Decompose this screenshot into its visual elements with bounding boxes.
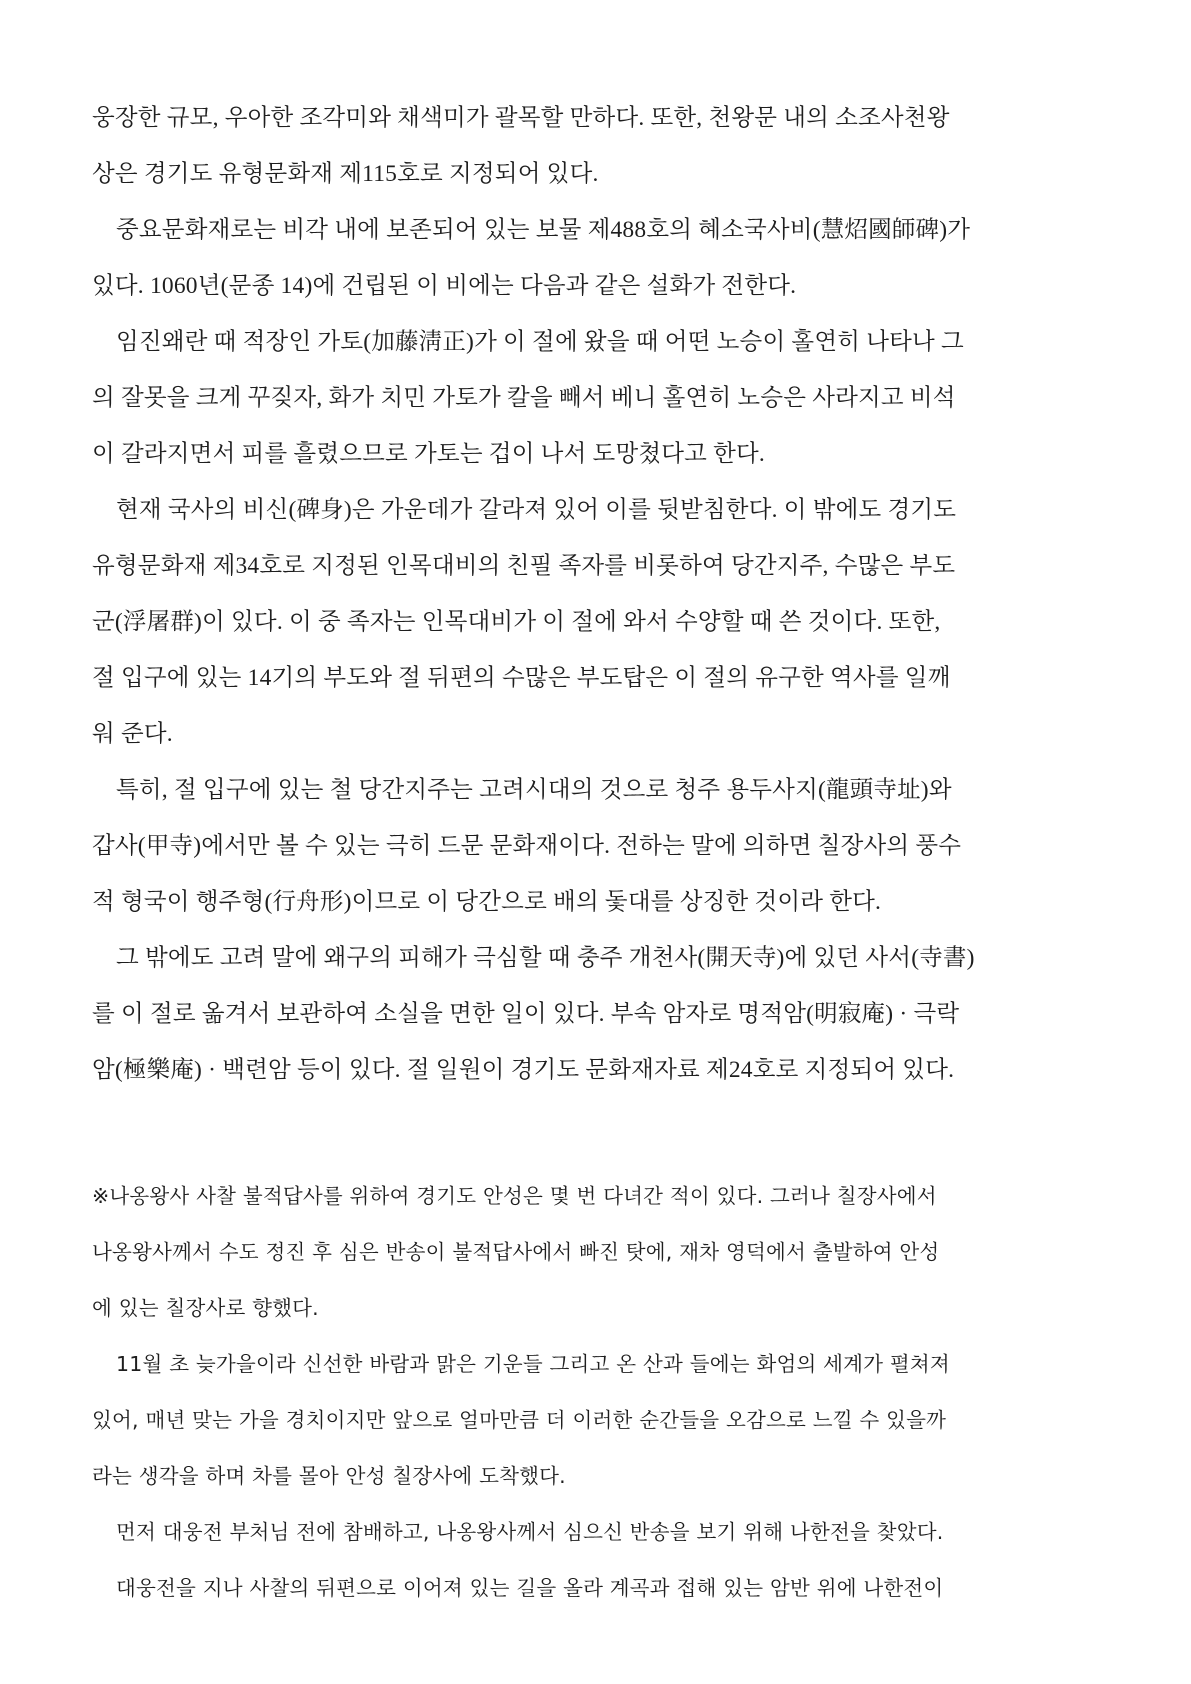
text-line: 에 있는 칠장사로 향했다. [92, 1296, 319, 1320]
text-line: 나옹왕사께서 수도 정진 후 심은 반송이 불적답사에서 빠진 탓에, 재차 영덕에서 출발하여 안성 [92, 1240, 940, 1264]
text-line: 절 입구에 있는 14기의 부도와 절 뒤편의 수많은 부도탑은 이 절의 유구한 역사를 일깨 [92, 665, 951, 691]
paragraph [92, 762, 1104, 930]
text-line: 라는 생각을 하며 차를 몰아 안성 칠장사에 도착했다. [92, 1464, 566, 1488]
text-line: 대웅전을 지나 사찰의 뒤편으로 이어져 있는 길을 올라 계곡과 접해 있는 암반 위에 나한전이 [116, 1576, 944, 1600]
text-line: 의 잘못을 크게 꾸짖자, 화가 치민 가토가 칼을 빼서 베니 홀연히 노승은 사라지고 비석 [92, 385, 956, 411]
text-line: 현재 국사의 비신(碑身)은 가운데가 갈라져 있어 이를 뒷받침한다. 이 밖에도 경기도 [116, 497, 957, 523]
text-line: 먼저 대웅전 부처님 전에 참배하고, 나옹왕사께서 심으신 반송을 보기 위해 나한전을 찾았다. [116, 1520, 944, 1544]
paragraph [92, 930, 1104, 1098]
text-line: 중요문화재로는 비각 내에 보존되어 있는 보물 제488호의 혜소국사비(慧炤國師碑)가 [116, 217, 971, 243]
text-line: 있어, 매년 맞는 가을 경치이지만 앞으로 얼마만큼 더 이러한 순간들을 오감으로 느낄 수 있을까 [92, 1408, 947, 1432]
section-gap [92, 1098, 1104, 1154]
article-section-serif [92, 90, 1104, 1098]
text-line: 갑사(甲寺)에서만 볼 수 있는 극히 드문 문화재이다. 전하는 말에 의하면 칠장사의 풍수 [92, 833, 962, 859]
text-line: 11월 초 늦가을이라 신선한 바람과 맑은 기운들 그리고 온 산과 들에는 화엄의 세계가 펼쳐져 [116, 1352, 950, 1376]
paragraph [92, 1560, 1104, 1616]
travel-notes-section [92, 1168, 1104, 1616]
paragraph [92, 314, 1104, 482]
paragraph [92, 202, 1104, 314]
text-line: 그 밖에도 고려 말에 왜구의 피해가 극심할 때 충주 개천사(開天寺)에 있던 사서(寺書) [116, 945, 975, 971]
text-line: 특히, 절 입구에 있는 철 당간지주는 고려시대의 것으로 청주 용두사지(龍頭寺址)와 [116, 777, 952, 803]
text-line: 있다. 1060년(문종 14)에 건립된 이 비에는 다음과 같은 설화가 전한다. [92, 273, 797, 299]
text-line: 이 갈라지면서 피를 흘렸으므로 가토는 겁이 나서 도망쳤다고 한다. [92, 441, 766, 467]
paragraph [92, 1168, 1104, 1336]
text-line: 를 이 절로 옮겨서 보관하여 소실을 면한 일이 있다. 부속 암자로 명적암(明寂庵) · 극락 [92, 1001, 960, 1027]
paragraph [92, 90, 1104, 202]
text-line: 군(浮屠群)이 있다. 이 중 족자는 인목대비가 이 절에 와서 수양할 때 쓴 것이다. 또한, [92, 609, 941, 635]
text-line: 적 형국이 행주형(行舟形)이므로 이 당간으로 배의 돛대를 상징한 것이라 한다. [92, 889, 882, 915]
paragraph [92, 1504, 1104, 1560]
text-line: 임진왜란 때 적장인 가토(加藤淸正)가 이 절에 왔을 때 어떤 노승이 홀연히 나타나 그 [116, 329, 964, 355]
text-line: 암(極樂庵) · 백련암 등이 있다. 절 일원이 경기도 문화재자료 제24호로 지정되어 있다. [92, 1057, 955, 1083]
text-line: ※나옹왕사 사찰 불적답사를 위하여 경기도 안성은 몇 번 다녀간 적이 있다. 그러나 칠장사에서 [92, 1184, 937, 1208]
document-page [92, 90, 1104, 1616]
text-line: 유형문화재 제34호로 지정된 인목대비의 친필 족자를 비롯하여 당간지주, 수많은 부도 [92, 553, 956, 579]
text-line: 웅장한 규모, 우아한 조각미와 채색미가 괄목할 만하다. 또한, 천왕문 내의 소조사천왕 [92, 105, 950, 131]
paragraph [92, 482, 1104, 762]
paragraph [92, 1336, 1104, 1504]
text-line: 상은 경기도 유형문화재 제115호로 지정되어 있다. [92, 161, 599, 187]
text-line: 워 준다. [92, 721, 173, 747]
